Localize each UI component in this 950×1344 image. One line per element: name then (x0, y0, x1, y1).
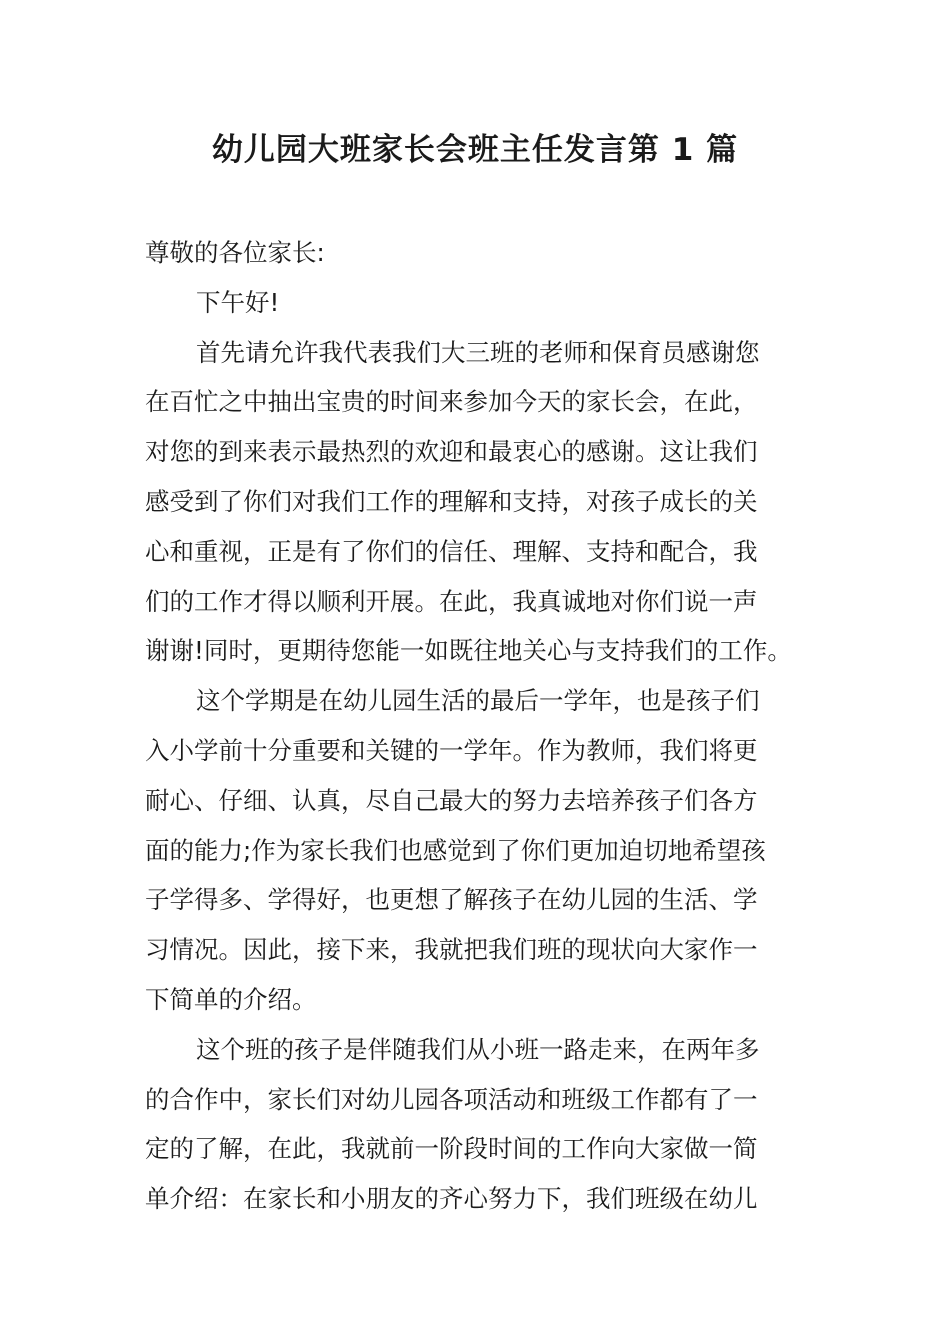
text-line: 的合作中，家长们对幼儿园各项活动和班级工作都有了一 (145, 1084, 758, 1114)
text-line: 下简单的介绍。 (145, 984, 317, 1014)
text-line: 们的工作才得以顺利开展。在此，我真诚地对你们说一声 (145, 586, 758, 616)
text-line: 耐心、仔细、认真，尽自己最大的努力去培养孩子们各方 (145, 785, 758, 815)
text-line: 面的能力;作为家长我们也感觉到了你们更加迫切地希望孩 (145, 835, 766, 865)
text-line: 单介绍：在家长和小朋友的齐心努力下，我们班级在幼儿 (145, 1184, 758, 1214)
text-line: 入小学前十分重要和关键的一学年。作为教师，我们将更 (145, 735, 758, 765)
text-line: 下午好! (196, 287, 280, 317)
text-line: 首先请允许我代表我们大三班的老师和保育员感谢您 (196, 337, 760, 367)
text-line: 心和重视，正是有了你们的信任、理解、支持和配合，我 (145, 536, 758, 566)
text-line: 子学得多、学得好，也更想了解孩子在幼儿园的生活、学 (145, 885, 758, 915)
text-line: 对您的到来表示最热烈的欢迎和最衷心的感谢。这让我们 (145, 437, 758, 467)
document-title: 幼儿园大班家长会班主任发言第 1 篇 (211, 132, 739, 168)
text-line: 这个班的孩子是伴随我们从小班一路走来，在两年多 (196, 1034, 760, 1064)
text-line: 定的了解，在此，我就前一阶段时间的工作向大家做一简 (145, 1134, 758, 1164)
text-line: 谢谢!同时，更期待您能一如既往地关心与支持我们的工作。 (145, 636, 792, 666)
text-line: 感受到了你们对我们工作的理解和支持，对孩子成长的关 (145, 486, 758, 516)
document-body (145, 228, 807, 1224)
text-line: 习情况。因此，接下来，我就把我们班的现状向大家作一 (145, 935, 758, 965)
text-line: 这个学期是在幼儿园生活的最后一学年，也是孩子们 (196, 686, 760, 716)
text-line: 在百忙之中抽出宝贵的时间来参加今天的家长会，在此， (145, 387, 758, 417)
text-line: 尊敬的各位家长: (145, 238, 325, 267)
